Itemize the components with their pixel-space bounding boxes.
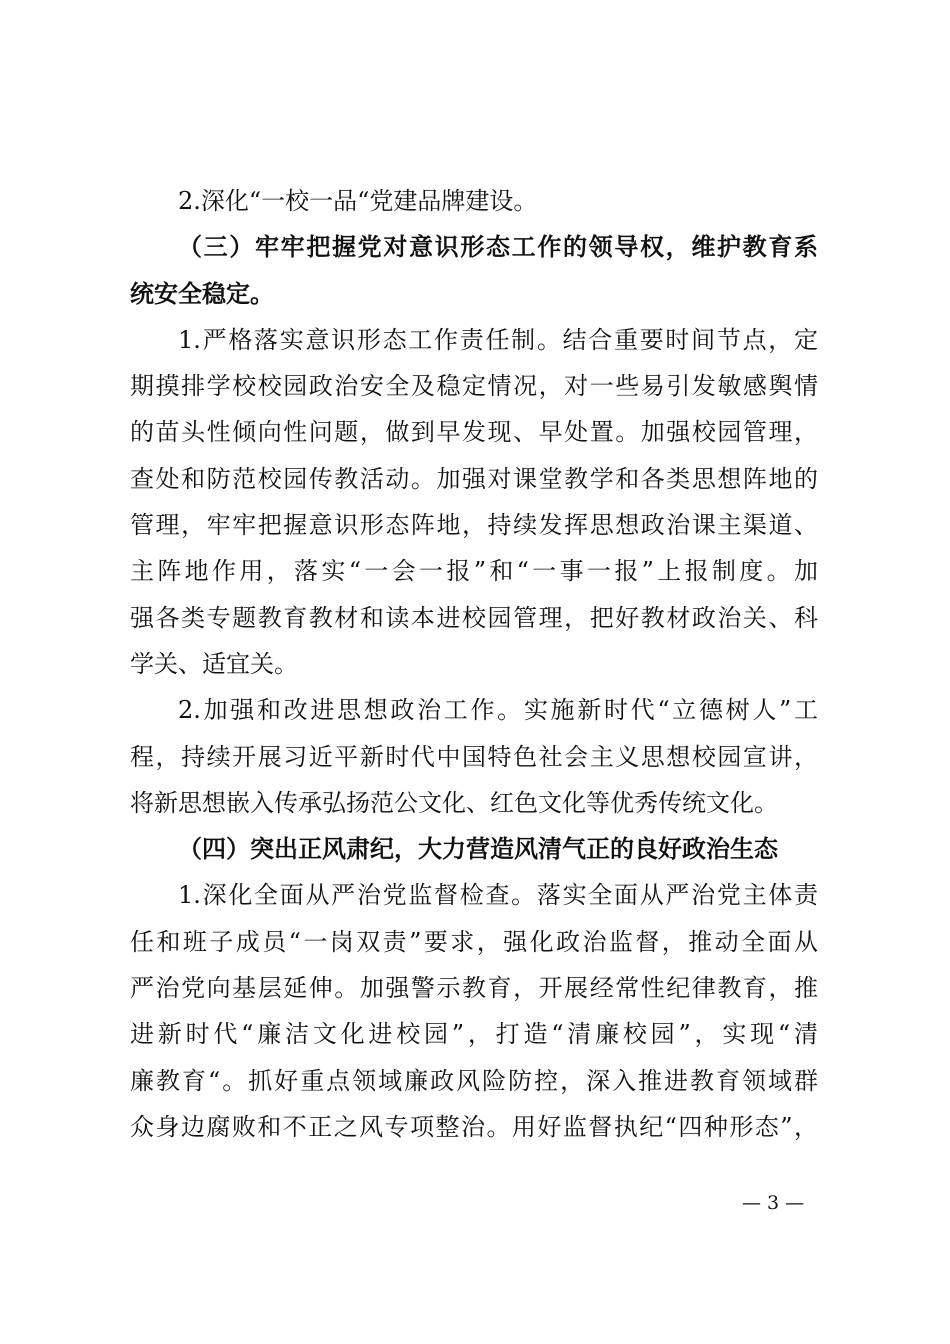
paragraph-line: 1.深化全面从严治党监督检查。落实全面从严治党主体责	[178, 881, 818, 910]
paragraph-line: 众身边腐败和不正之风专项整治。用好监督执纪“四种形态”，	[130, 1112, 818, 1141]
paragraph-line: 2.加强和改进思想政治工作。实施新时代“立德树人”工	[178, 696, 818, 725]
paragraph-line: 进新时代“廉洁文化进校园”，打造“清廉校园”，实现“清	[130, 1020, 818, 1049]
paragraph-line: 查处和防范校园传教活动。加强对课堂教学和各类思想阵地的	[130, 464, 818, 493]
paragraph-line: 的苗头性倾向性问题，做到早发现、早处置。加强校园管理，	[130, 418, 818, 447]
page-number: — 3 —	[742, 1192, 805, 1214]
section-heading-line: （四）突出正风肃纪，大力营造风清气正的良好政治生态	[178, 834, 778, 864]
paragraph-line: 严治党向基层延伸。加强警示教育，开展经常性纪律教育，推	[130, 974, 818, 1003]
section-heading-line: 统安全稳定。	[130, 278, 274, 308]
paragraph-line: 主阵地作用，落实“一会一报”和“一事一报”上报制度。加	[130, 557, 818, 586]
paragraph-line: 将新思想嵌入传承弘扬范公文化、红色文化等优秀传统文化。	[130, 788, 778, 817]
paragraph-line: 期摸排学校校园政治安全及稳定情况，对一些易引发敏感舆情	[130, 372, 818, 401]
paragraph-line: 2.深化“一校一品“党建品牌建设。	[178, 187, 538, 215]
section-heading-line: （三）牢牢把握党对意识形态工作的领导权，维护教育系	[178, 232, 818, 262]
paragraph-line: 强各类专题教育教材和读本进校园管理，把好教材政治关、科	[130, 603, 818, 632]
paragraph-line: 廉教育“。抓好重点领域廉政风险防控，深入推进教育领域群	[130, 1066, 818, 1095]
document-body	[130, 178, 818, 1150]
paragraph-line: 程，持续开展习近平新时代中国特色社会主义思想校园宣讲，	[130, 742, 818, 771]
paragraph-line: 管理，牢牢把握意识形态阵地，持续发挥思想政治课主渠道、	[130, 511, 818, 540]
paragraph-line: 任和班子成员“一岗双责”要求，强化政治监督，推动全面从	[130, 927, 818, 956]
paragraph-line: 1.严格落实意识形态工作责任制。结合重要时间节点，定	[178, 325, 818, 354]
paragraph-line: 学关、适宜关。	[130, 649, 298, 678]
